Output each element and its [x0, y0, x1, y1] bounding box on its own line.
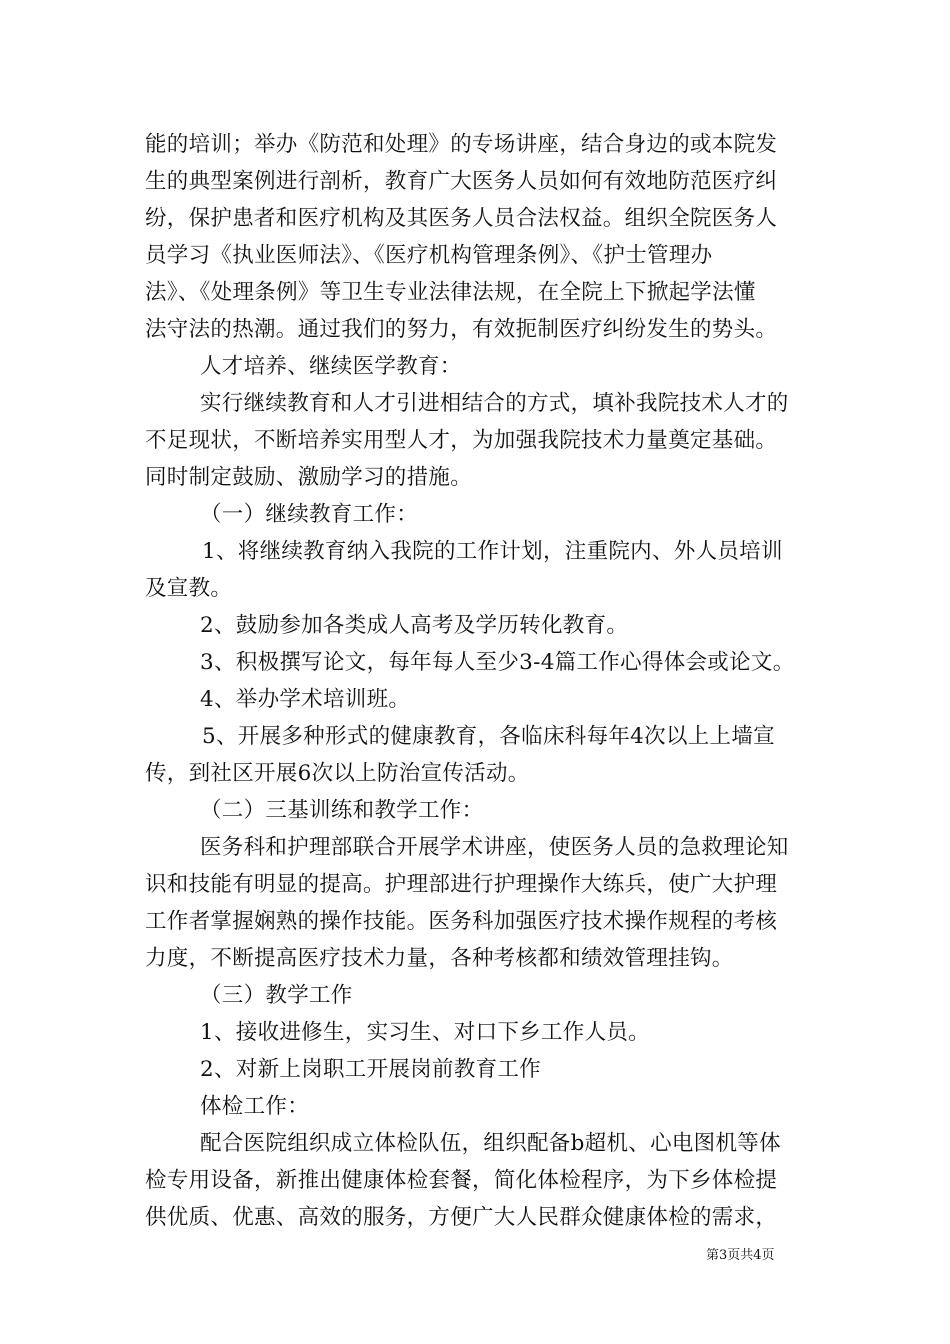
list-item: 5、开展多种形式的健康教育，各临床科每年4次以上上墙宣 [202, 724, 775, 749]
text-line: 力度，不断提高医疗技术力量，各种考核都和绩效管理挂钩。 [145, 946, 734, 971]
list-item: 1、接收进修生，实习生、对口下乡工作人员。 [200, 1020, 650, 1045]
text-line: 传，到社区开展6次以上防治宣传活动。 [145, 761, 530, 786]
text-line: 及宣教。 [145, 576, 233, 601]
text-line: 供优质、优惠、高效的服务，方便广大人民群众健康体检的需求， [145, 1205, 778, 1230]
list-item: 2、鼓励参加各类成人高考及学历转化教育。 [200, 613, 629, 638]
text-line: 实行继续教育和人才引进相结合的方式，填补我院技术人才的 [200, 391, 789, 416]
page-indicator: 第3页共4页 [706, 1248, 775, 1263]
text-line: 配合医院组织成立体检队伍，组织配备b超机、心电图机等体 [200, 1131, 781, 1156]
subsection-heading: （三）教学工作 [200, 983, 353, 1008]
text-line: 纷，保护患者和医疗机构及其医务人员合法权益。组织全院医务人 [145, 206, 778, 231]
text-line: 法守法的热潮。通过我们的努力，有效扼制医疗纠纷发生的势头。 [145, 317, 778, 342]
section-heading: 体检工作： [200, 1094, 310, 1119]
list-item: 1、将继续教育纳入我院的工作计划，注重院内、外人员培训 [202, 539, 783, 564]
text-line: 法》、《处理条例》等卫生专业法律法规，在全院上下掀起学法懂 [145, 280, 756, 305]
list-item: 4、举办学术培训班。 [200, 687, 411, 712]
subsection-heading: （二）三基训练和教学工作： [200, 798, 484, 823]
text-line: 生的典型案例进行剖析，教育广大医务人员如何有效地防范医疗纠 [145, 169, 778, 194]
text-line: 能的培训；举办《防范和处理》的专场讲座，结合身边的或本院发 [145, 132, 778, 157]
text-line: 同时制定鼓励、激励学习的措施。 [145, 465, 473, 490]
text-line: 员学习《执业医师法》、《医疗机构管理条例》、《护士管理办 [145, 243, 713, 268]
text-line: 识和技能有明显的提高。护理部进行护理操作大练兵，使广大护理 [145, 872, 778, 897]
text-line: 不足现状，不断培养实用型人才，为加强我院技术力量奠定基础。 [145, 428, 778, 453]
text-line: 检专用设备，新推出健康体检套餐，简化体检程序，为下乡体检提 [145, 1168, 778, 1193]
list-item: 3、积极撰写论文，每年每人至少3-4篇工作心得体会或论文。 [200, 650, 795, 675]
section-heading: 人才培养、继续医学教育： [200, 354, 462, 379]
subsection-heading: （一）继续教育工作： [200, 502, 419, 527]
list-item: 2、对新上岗职工开展岗前教育工作 [200, 1057, 541, 1082]
text-line: 医务科和护理部联合开展学术讲座，使医务人员的急救理论知 [200, 835, 789, 860]
text-line: 工作者掌握娴熟的操作技能。医务科加强医疗技术操作规程的考核 [145, 909, 778, 934]
